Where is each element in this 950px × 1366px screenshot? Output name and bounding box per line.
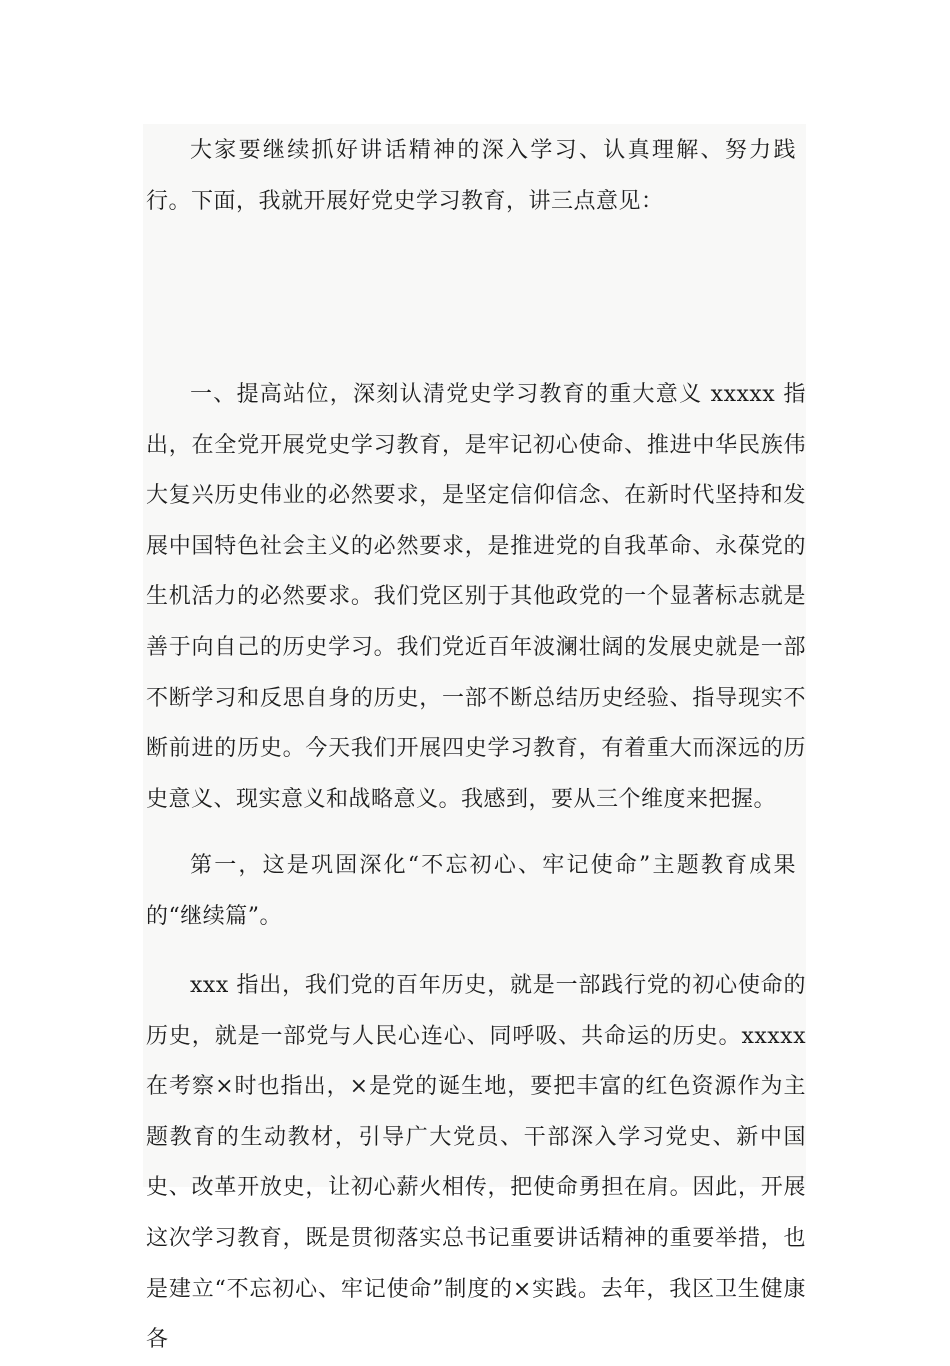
paragraph-first-point: 第一，这是巩固深化“不忘初心、牢记使命”主题教育成果的“继续篇”。 (146, 853, 796, 929)
paragraph-section-one: 一、提高站位，深刻认清党史学习教育的重大意义 xxxxx 指出，在全党开展党史学习教育，是牢记初心使命、推进中华民族伟大复兴历史伟业的必然要求，是坚定信仰信念、在新时代坚持和发展中国特色社会主义的必然要求，是推进党的自我革命、永葆党的生机活力的必然要求。我们党区别于其他政党的一个显著标志就是善于向自己的历史学习。我们党近百年波澜壮阔的发展史就是一部不断学习和反思自身的历史，一部不断总结历史经验、指导现实不断前进的历史。今天我们开展四史学习教育，有着重大而深远的历史意义、现实意义和战略意义。我感到，要从三个维度来把握。 (146, 382, 806, 812)
paragraph-intro: 大家要继续抓好讲话精神的深入学习、认真理解、努力践行。下面，我就开展好党史学习教育，讲三点意见： (146, 138, 796, 214)
paragraph-first-point-body: xxx 指出，我们党的百年历史，就是一部践行党的初心使命的历史，就是一部党与人民心连心、同呼吸、共命运的历史。xxxxx 在考察×时也指出，×是党的诞生地，要把丰富的红色资源作为主题教育的生动教材，引导广大党员、干部深入学习党史、新中国史、改革开放史，让初心薪火相传，把使命勇担在肩。因此，开展这次学习教育，既是贯彻落实总书记重要讲话精神的重要举措，也是建立“不忘初心、牢记使命”制度的×实践。去年，我区卫生健康各 (146, 973, 806, 1353)
document-page (143, 124, 806, 1353)
